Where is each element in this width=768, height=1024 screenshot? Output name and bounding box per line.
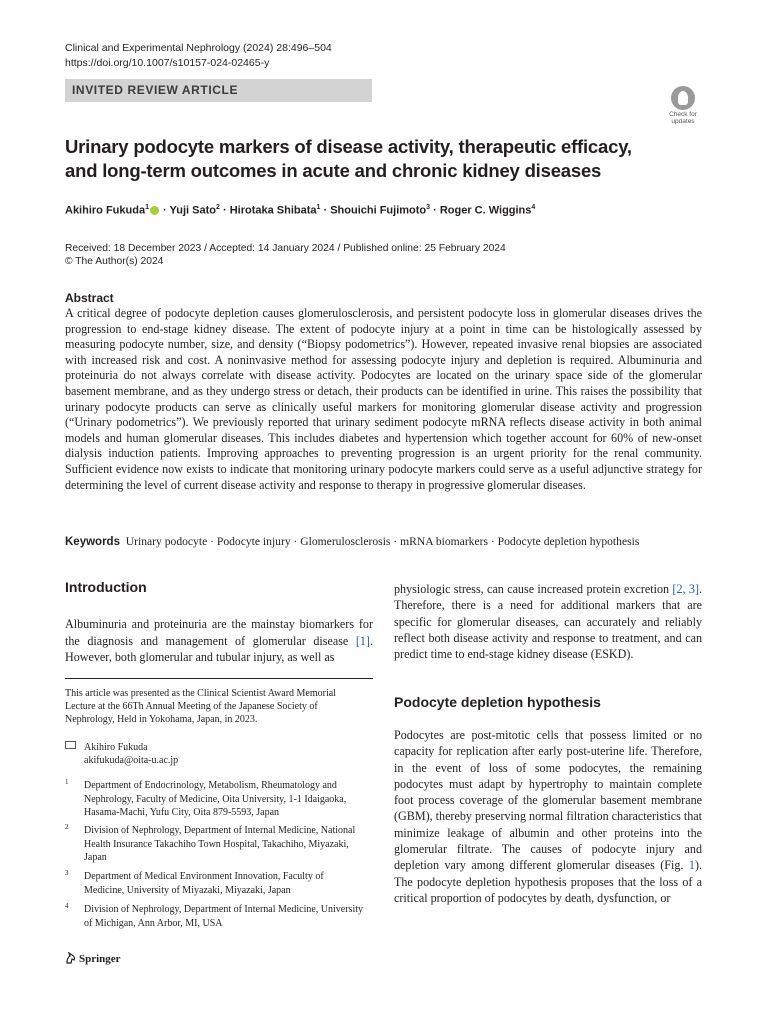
orcid-icon[interactable] (150, 206, 159, 215)
reference-link[interactable]: [1] (355, 633, 370, 648)
intro-text: Albuminuria and proteinuria are the mainstay biomarkers for the diagnosis and management of glomerular disease (65, 617, 373, 648)
affiliation-text: Division of Nephrology, Department of Internal Medicine, National Health Insurance Takachiho Town Hospital, Takachiho, Miyazaki, Japan (84, 825, 356, 864)
received-accepted-published: Received: 18 December 2023 / Accepted: 14 January 2024 / Published online: 25 February 2024 (65, 243, 506, 254)
affiliation (65, 870, 365, 897)
affiliation-number: 3 (65, 869, 69, 877)
affiliation-text: Department of Endocrinology, Metabolism, Rheumatology and Nephrology, Faculty of Medicine, Oita University, 1-1 Idaigaoka, Hasama-Machi, Yufu City, Oita 879-5593, Japan (84, 780, 347, 819)
introduction-paragraph-continued (394, 581, 702, 662)
presentation-footnote: This article was presented as the Clinical Scientist Award Memorial Lecture at the 66Th Annual Meeting of the Japanese Society of Nephrology, Held in Yokohama, Japan, in 2023. (65, 688, 336, 725)
author-affiliation-mark: 4 (531, 204, 536, 211)
check-updates-icon (671, 86, 695, 110)
author-affiliation-mark: 1 (145, 204, 149, 211)
podocyte-depletion-heading: Podocyte depletion hypothesis (394, 694, 601, 710)
affiliation-number: 4 (65, 902, 69, 910)
publisher-logo (65, 952, 121, 965)
article-type-label: INVITED REVIEW ARTICLE (72, 83, 239, 97)
springer-horse-icon (65, 952, 76, 964)
affiliation (65, 903, 365, 930)
check-updates-line-2: updates (671, 118, 695, 125)
affiliation-text: Division of Nephrology, Department of Internal Medicine, University of Michigan, Ann Arbor, MI, USA (84, 904, 364, 929)
corresponding-author: Akihiro Fukuda (84, 742, 148, 753)
article-type-banner (65, 79, 372, 102)
affiliation-text: Department of Medical Environment Innovation, Faculty of Medicine, University of Miyazaki, Miyazaki, Japan (84, 871, 324, 896)
check-updates-line-1: Check for (669, 111, 697, 118)
introduction-heading: Introduction (65, 579, 147, 595)
journal-citation: Clinical and Experimental Nephrology (2024) 28:496–504 (65, 42, 332, 54)
author-name[interactable]: Akihiro Fukuda (65, 204, 146, 217)
reference-link[interactable]: 3] (688, 582, 699, 596)
author-affiliation-mark: 2 (216, 204, 220, 211)
keywords-list: Urinary podocyte · Podocyte injury · Glomerulosclerosis · mRNA biomarkers · Podocyte depletion hypothesis (125, 535, 640, 548)
publisher-name: Springer (79, 953, 121, 965)
affiliation (65, 779, 365, 820)
check-for-updates-badge[interactable] (664, 86, 702, 124)
affiliation-number: 2 (65, 823, 69, 831)
author-name[interactable]: Yuji Sato (169, 204, 217, 217)
affiliation (65, 824, 365, 865)
article-title (65, 135, 665, 183)
journal-header (65, 41, 332, 71)
section-text: ). The podocyte depletion hypothesis proposes that the loss of a critical proportion of podocytes by death, dysfunction, or (394, 858, 702, 905)
keywords-label: Keywords (65, 536, 120, 548)
author-list: Akihiro Fukuda$^1$ · Yuji Sato$^2$ · Hirotaka Shibata$^1$ · Shouichi Fujimoto$^3$ · Roger C. Wiggins$^4$ (65, 204, 536, 217)
corresponding-email[interactable]: akifukuda@oita-u.ac.jp (84, 755, 179, 766)
doi-link[interactable]: https://doi.org/10.1007/s10157-024-02465-y (65, 57, 270, 69)
figure-link[interactable]: 1 (688, 858, 695, 873)
intro-text: . Therefore, there is a need for additional markers that are specific for glomerular diseases, can accurately and reliably reflect both disease activity and response to treatment, and can predict time to end-stage kidney disease (ESKD). (394, 582, 703, 662)
intro-text: . However, both glomerular and tubular injury, as well as (65, 633, 373, 665)
introduction-paragraph (65, 616, 373, 666)
affiliation-number: 1 (65, 778, 69, 786)
title-line-1: Urinary podocyte markers of disease activity, therapeutic efficacy, (65, 136, 632, 157)
abstract-heading: Abstract (65, 291, 114, 305)
publication-dates (65, 242, 506, 268)
footnote-divider (65, 678, 373, 679)
author-name[interactable]: Hirotaka Shibata (229, 204, 317, 217)
podocyte-depletion-paragraph (394, 727, 702, 906)
correspondence (65, 741, 178, 767)
title-line-2: and long-term outcomes in acute and chronic kidney diseases (65, 160, 602, 181)
keywords-line (65, 535, 639, 548)
author-name[interactable]: Shouichi Fujimoto (330, 204, 427, 217)
envelope-icon (65, 741, 76, 749)
copyright-line: © The Author(s) 2024 (65, 256, 164, 267)
author-affiliation-mark: 1 (316, 204, 321, 211)
abstract-text: A critical degree of podocyte depletion causes glomerulosclerosis, and persistent podocyte loss in glomerular diseases drives the progression to end-stage kidney disease. The extent of podocyte injury at a point in time can be histologically assessed by measuring podocyte number, size, and density (“Biopsy podometrics”). However, repeated invasive renal biopsies are associated with increased risk and cost. A noninvasive method for assessing podocyte injury and depletion is required. Albuminuria and proteinuria do not always correlate with disease activity. Podocytes are located on the urinary space side of the glomerular basement membrane, and as they undergo stress or detach, their products can be identified in urine. This raises the possibility that urinary podocyte products can serve as clinically useful markers for monitoring glomerular disease activity and progression (“Urinary podometrics”). We previously reported that urinary sediment podocyte mRNA reflects disease activity in both animal models and human glomerular diseases. This includes diabetes and hypertension which together account for 60% of new-onset dialysis induction patients. Improving approaches to preventing progression is an urgent priority for the renal community. Sufficient evidence now exists to indicate that monitoring urinary podocyte markers could serve as a useful adjunctive strategy for determining the level of current disease activity and response to therapy in progressive glomerular diseases. (65, 306, 702, 492)
intro-text: physiologic stress, can cause increased protein excretion (394, 582, 673, 596)
reference-link[interactable]: [2, (672, 582, 686, 596)
author-affiliation-mark: 3 (426, 204, 431, 211)
author-name[interactable]: Roger C. Wiggins (439, 204, 532, 217)
section-text: Podocytes are post-mitotic cells that possess limited or no capacity for replication after early post-uterine life. Therefore, in the event of loss of some podocytes, the remaining podocytes must adapt by hypertrophy to maintain complete foot process coverage of the glomerular basement membrane (GBM), thereby preserving normal filtration characteristics that minimize leakage of albumin and other proteins into the glomerular filtrate. The causes of podocyte injury and depletion vary among different glomerular diseases (Fig. (394, 728, 702, 873)
